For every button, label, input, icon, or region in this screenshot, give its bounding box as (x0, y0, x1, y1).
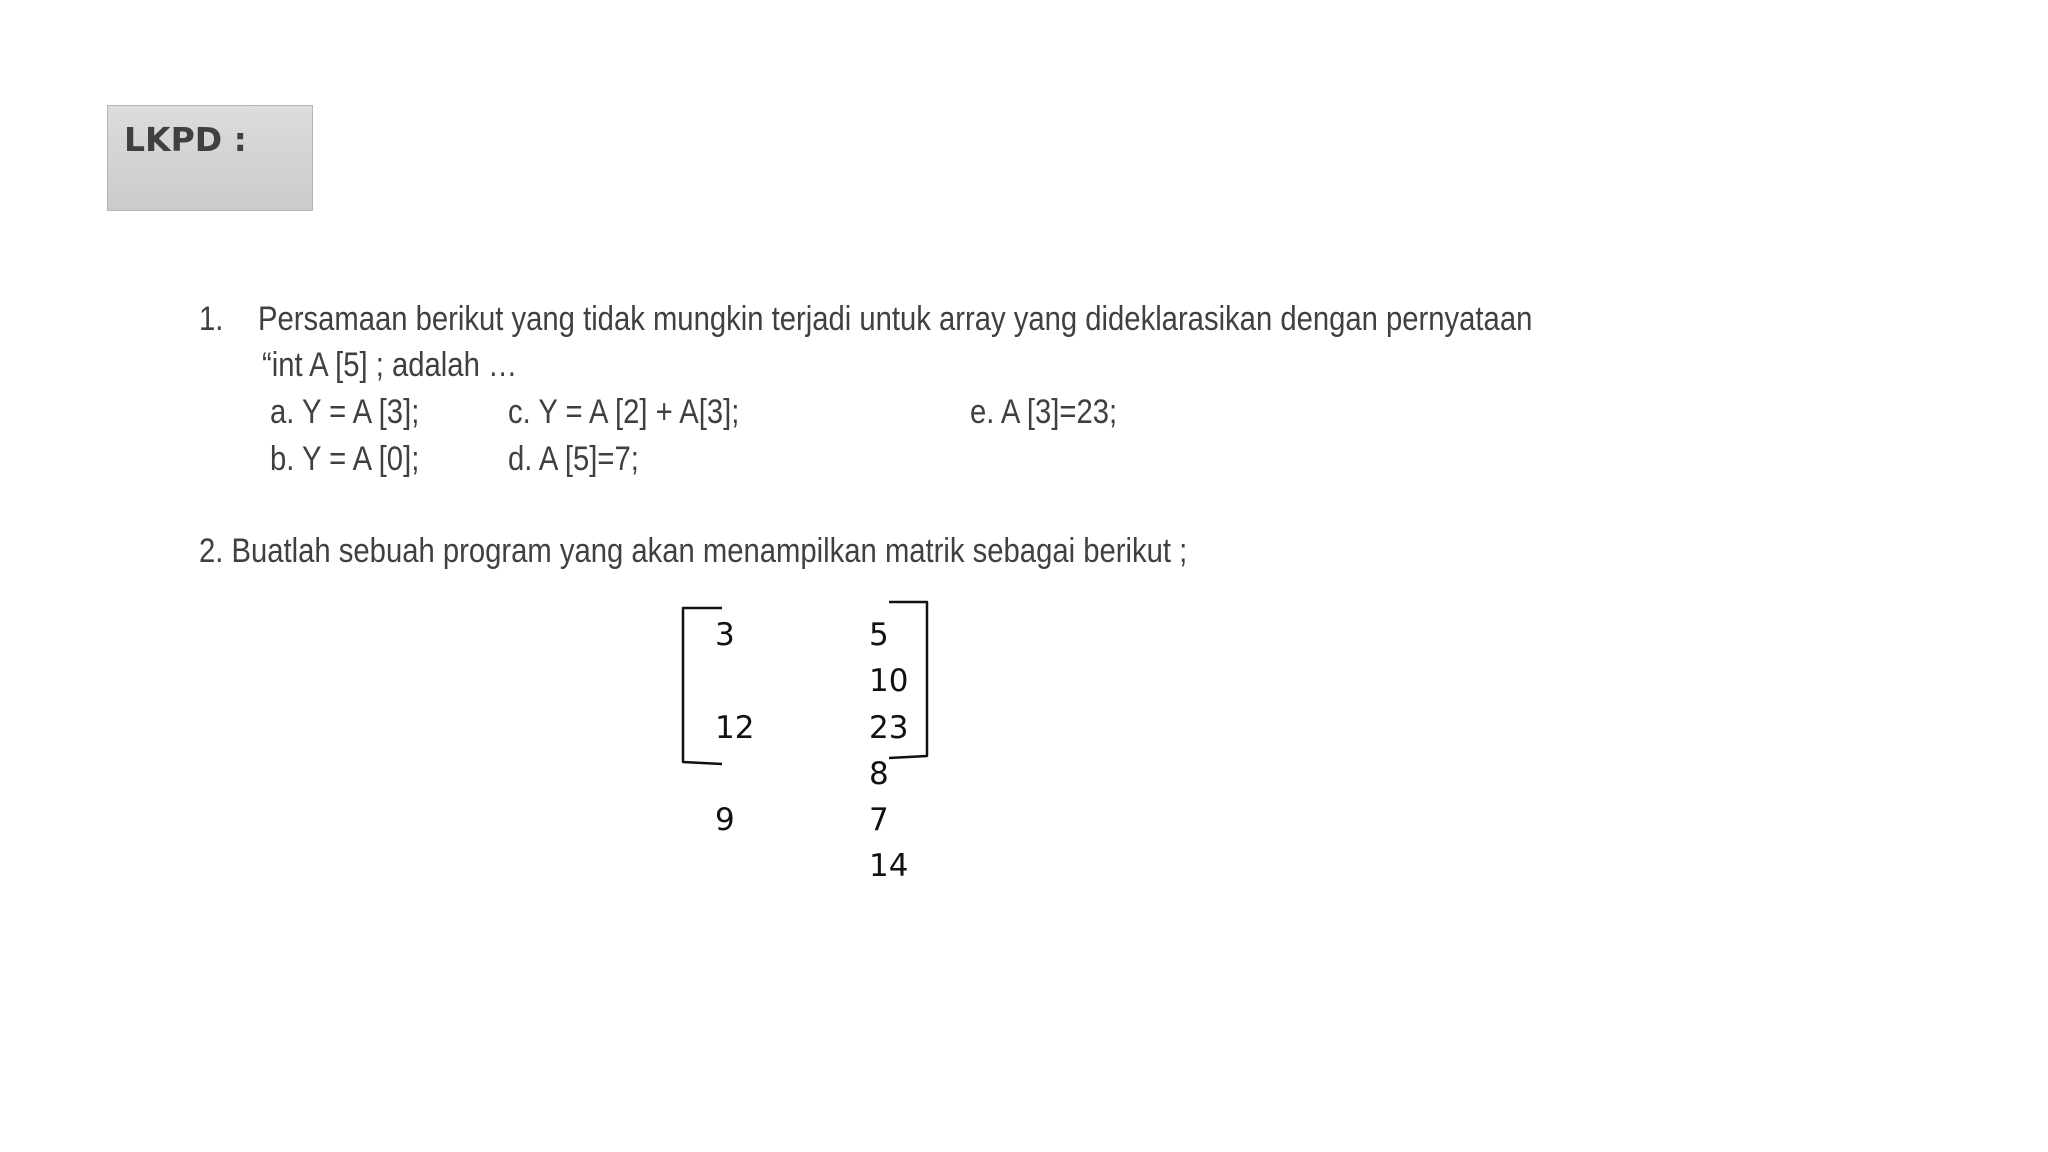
option-a: a. Y = A [3]; (270, 393, 420, 431)
question1-line1: Persamaan berikut yang tidak mungkin terjadi untuk array yang dideklarasikan dengan pernyataan (258, 300, 1533, 338)
question1-number: 1. (199, 300, 224, 338)
matrix-right-cell: 14 (869, 848, 909, 884)
question1-line2: “int A [5] ; adalah … (262, 346, 518, 384)
matrix-right-cell: 7 (869, 802, 889, 838)
title-text: LKPD : (124, 120, 247, 159)
option-b: b. Y = A [0]; (270, 440, 420, 478)
matrix-left-cell: 3 (715, 617, 735, 653)
matrix-right-cell: 8 (869, 756, 889, 792)
matrix-right-cell: 23 (869, 710, 909, 746)
question2-text: 2. Buatlah sebuah program yang akan menampilkan matrik sebagai berikut ; (199, 532, 1188, 570)
matrix-left-cell: 9 (715, 802, 735, 838)
option-d: d. A [5]=7; (508, 440, 639, 478)
matrix-left-cell: 12 (715, 710, 755, 746)
option-e: e. A [3]=23; (970, 393, 1118, 431)
option-c: c. Y = A [2] + A[3]; (508, 393, 740, 431)
matrix-right-cell: 5 (869, 617, 889, 653)
title-box (107, 105, 313, 211)
matrix-right-cell: 10 (869, 663, 909, 699)
